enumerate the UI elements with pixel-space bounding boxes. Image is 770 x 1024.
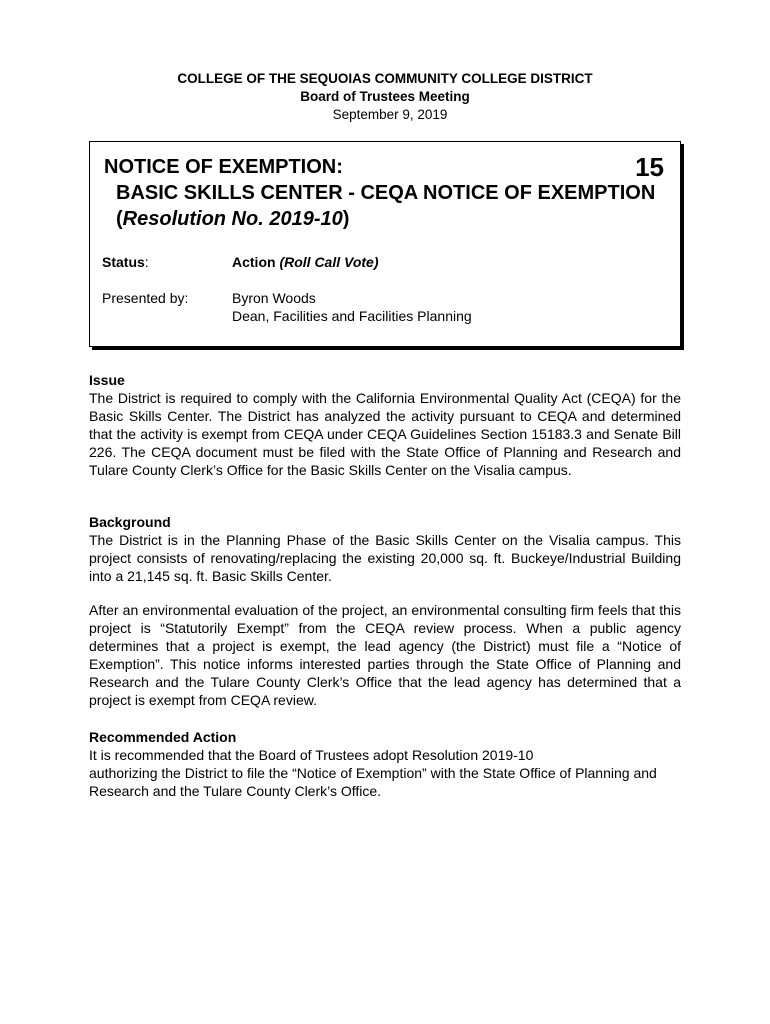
issue-heading: Issue bbox=[89, 372, 125, 388]
resolution-number: Resolution No. 2019-10 bbox=[122, 208, 343, 230]
background-section bbox=[89, 513, 681, 585]
meeting-date: September 9, 2019 bbox=[332, 107, 448, 122]
recommended-section bbox=[89, 728, 681, 800]
notice-title-line3 bbox=[104, 206, 664, 232]
background-text-2: After an environmental evaluation of the project, an environmental consulting firm feels that this project is “Statutorily Exempt” from the CEQA review process. When a public agency determines that a project is exempt, the lead agency (the District) must file a “Notice of Exemption”. This notice informs interested parties through the State Office of Planning and Research and the Tulare County Clerk’s Office that the lead agency has determined that a project is exempt from CEQA review. bbox=[89, 602, 681, 708]
background-section-2 bbox=[89, 601, 681, 709]
paren-open: ( bbox=[116, 208, 123, 230]
notice-title-line2: BASIC SKILLS CENTER - CEQA NOTICE OF EXEMPTION bbox=[116, 182, 656, 204]
recommended-heading: Recommended Action bbox=[89, 729, 237, 745]
document-header bbox=[0, 70, 770, 124]
recommended-line-1: It is recommended that the Board of Trustees adopt Resolution 2019-10 bbox=[89, 747, 534, 763]
item-number: 15 bbox=[635, 152, 664, 182]
recommended-line-2: authorizing the District to file the “Notice of Exemption” with the State Office of Planning and Research and the Tulare County Clerk’s Office. bbox=[89, 765, 657, 799]
meeting-name: Board of Trustees Meeting bbox=[300, 89, 470, 104]
notice-box bbox=[89, 141, 681, 347]
issue-section bbox=[89, 371, 681, 479]
presenter-name: Byron Woods bbox=[232, 290, 316, 306]
presented-label: Presented by: bbox=[102, 290, 189, 306]
background-heading: Background bbox=[89, 514, 171, 530]
status-label: Status: bbox=[102, 254, 149, 270]
issue-text: The District is required to comply with the California Environmental Quality Act (CEQA) for the Basic Skills Center. The District has analyzed the activity pursuant to CEQA and determined that the activity is exempt from CEQA under CEQA Guidelines Section 15183.3 and Senate Bill 226. The CEQA document must be filed with the State Office of Planning and Research and Tulare County Clerk’s Office for the Basic Skills Center on the Visalia campus. bbox=[89, 390, 681, 478]
district-name: COLLEGE OF THE SEQUOIAS COMMUNITY COLLEGE DISTRICT bbox=[177, 71, 593, 86]
presenter-title: Dean, Facilities and Facilities Planning bbox=[232, 308, 472, 324]
paren-close: ) bbox=[342, 208, 350, 230]
notice-title bbox=[104, 154, 664, 232]
background-text-1: The District is in the Planning Phase of the Basic Skills Center on the Visalia campus. This project consists of renovating/replacing the existing 20,000 sq. ft. Buckeye/Industrial Building into a 21,145 sq. ft. Basic Skills Center. bbox=[89, 532, 681, 584]
status-value: Action (Roll Call Vote) bbox=[232, 254, 379, 270]
presenter bbox=[232, 289, 672, 325]
notice-title-line1: NOTICE OF EXEMPTION: bbox=[104, 156, 343, 178]
